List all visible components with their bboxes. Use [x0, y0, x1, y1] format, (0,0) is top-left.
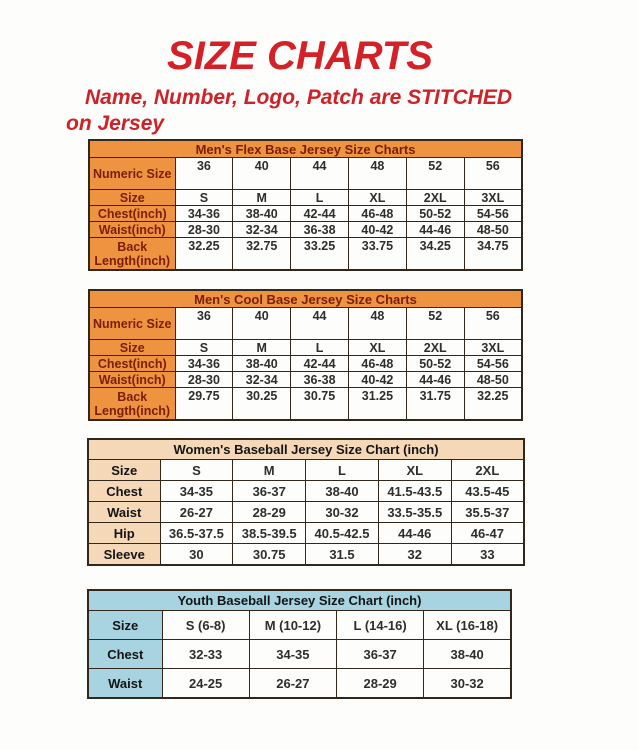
- size-value-cell: XL (16-18): [424, 611, 511, 640]
- row-label: Size: [88, 611, 162, 640]
- size-value-cell: 34.25: [406, 238, 464, 271]
- table-row: [89, 238, 522, 271]
- size-value-cell: 26-27: [249, 669, 336, 699]
- size-value-cell: 31.25: [348, 388, 406, 421]
- size-value-cell: 41.5-43.5: [378, 481, 451, 502]
- size-value-cell: 38-40: [306, 481, 379, 502]
- size-value-cell: S: [160, 460, 233, 481]
- size-value-cell: 28-29: [337, 669, 424, 699]
- table-row: [89, 222, 522, 238]
- row-label: Chest: [88, 640, 162, 669]
- size-value-cell: 44: [291, 158, 349, 190]
- size-value-cell: 33.25: [291, 238, 349, 271]
- size-value-cell: 32-33: [162, 640, 249, 669]
- size-value-cell: 36.5-37.5: [160, 523, 233, 544]
- size-value-cell: 30.75: [233, 544, 306, 566]
- page-title: SIZE CHARTS: [167, 34, 433, 78]
- size-value-cell: 33.75: [348, 238, 406, 271]
- size-value-cell: 44-46: [406, 372, 464, 388]
- size-value-cell: 44: [291, 308, 349, 340]
- table-row: [88, 481, 524, 502]
- size-value-cell: 32.25: [464, 388, 522, 421]
- size-value-cell: L: [291, 340, 349, 356]
- size-value-cell: XL: [348, 190, 406, 206]
- table-row: [89, 158, 522, 190]
- size-value-cell: 35.5-37: [451, 502, 524, 523]
- size-value-cell: 28-30: [175, 372, 233, 388]
- size-value-cell: M: [233, 190, 291, 206]
- size-value-cell: 34.75: [464, 238, 522, 271]
- table-row: [88, 460, 524, 481]
- size-value-cell: 34-36: [175, 206, 233, 222]
- size-value-cell: 3XL: [464, 190, 522, 206]
- row-label: Waist: [88, 669, 162, 699]
- size-value-cell: 42-44: [291, 206, 349, 222]
- table-row: [89, 340, 522, 356]
- row-label: Size: [89, 340, 175, 356]
- size-value-cell: 52: [406, 158, 464, 190]
- size-value-cell: 30: [160, 544, 233, 566]
- size-value-cell: 40: [233, 158, 291, 190]
- table-title: Men's Cool Base Jersey Size Charts: [89, 290, 522, 308]
- size-value-cell: 33: [451, 544, 524, 566]
- size-value-cell: 56: [464, 308, 522, 340]
- size-value-cell: 50-52: [406, 356, 464, 372]
- size-value-cell: L (14-16): [337, 611, 424, 640]
- table-title-row: [89, 140, 522, 158]
- table-row: [88, 523, 524, 544]
- table-title: Women's Baseball Jersey Size Chart (inch): [88, 439, 524, 460]
- size-value-cell: 32-34: [233, 372, 291, 388]
- size-value-cell: 31.75: [406, 388, 464, 421]
- size-value-cell: 36: [175, 308, 233, 340]
- size-value-cell: M: [233, 460, 306, 481]
- size-value-cell: 40-42: [348, 372, 406, 388]
- size-value-cell: S (6-8): [162, 611, 249, 640]
- row-label: Size: [89, 190, 175, 206]
- size-value-cell: S: [175, 340, 233, 356]
- table-title-row: [89, 290, 522, 308]
- size-value-cell: 56: [464, 158, 522, 190]
- size-value-cell: 36-38: [291, 372, 349, 388]
- size-value-cell: 44-46: [406, 222, 464, 238]
- size-value-cell: 48-50: [464, 222, 522, 238]
- mens-flex-base-size-table: [88, 139, 523, 271]
- size-value-cell: 48: [348, 308, 406, 340]
- size-value-cell: 38-40: [424, 640, 511, 669]
- size-value-cell: 34-36: [175, 356, 233, 372]
- size-value-cell: 34-35: [249, 640, 336, 669]
- size-value-cell: 29.75: [175, 388, 233, 421]
- size-value-cell: 48: [348, 158, 406, 190]
- table-row: [88, 544, 524, 566]
- size-value-cell: 44-46: [378, 523, 451, 544]
- table-row: [88, 669, 511, 699]
- size-value-cell: 42-44: [291, 356, 349, 372]
- size-value-cell: 2XL: [406, 190, 464, 206]
- size-value-cell: 30-32: [306, 502, 379, 523]
- size-value-cell: 40-42: [348, 222, 406, 238]
- size-value-cell: 38.5-39.5: [233, 523, 306, 544]
- size-value-cell: XL: [348, 340, 406, 356]
- size-value-cell: 38-40: [233, 356, 291, 372]
- row-label: Waist(inch): [89, 222, 175, 238]
- size-value-cell: 32: [378, 544, 451, 566]
- size-value-cell: 2XL: [406, 340, 464, 356]
- size-value-cell: L: [306, 460, 379, 481]
- table-row: [89, 206, 522, 222]
- size-value-cell: 31.5: [306, 544, 379, 566]
- size-value-cell: 3XL: [464, 340, 522, 356]
- size-value-cell: 24-25: [162, 669, 249, 699]
- size-value-cell: 54-56: [464, 356, 522, 372]
- size-value-cell: 54-56: [464, 206, 522, 222]
- size-value-cell: 36: [175, 158, 233, 190]
- row-label: Numeric Size: [89, 308, 175, 340]
- size-value-cell: 40.5-42.5: [306, 523, 379, 544]
- youth-baseball-size-table: [87, 589, 512, 699]
- size-value-cell: 48-50: [464, 372, 522, 388]
- table-title: Men's Flex Base Jersey Size Charts: [89, 140, 522, 158]
- table-row: [88, 502, 524, 523]
- table-row: [89, 388, 522, 421]
- row-label: Back Length(inch): [89, 388, 175, 421]
- size-value-cell: 33.5-35.5: [378, 502, 451, 523]
- subtitle-line-1: Name, Number, Logo, Patch are STITCHED: [85, 86, 513, 109]
- size-value-cell: 30.75: [291, 388, 349, 421]
- size-value-cell: 2XL: [451, 460, 524, 481]
- womens-baseball-size-table: [87, 438, 525, 566]
- row-label: Chest: [88, 481, 160, 502]
- table-title-row: [88, 590, 511, 611]
- row-label: Numeric Size: [89, 158, 175, 190]
- size-value-cell: 30.25: [233, 388, 291, 421]
- size-value-cell: 46-47: [451, 523, 524, 544]
- row-label: Chest(inch): [89, 356, 175, 372]
- table-row: [89, 190, 522, 206]
- row-label: Waist(inch): [89, 372, 175, 388]
- table-title-row: [88, 439, 524, 460]
- size-value-cell: 36-38: [291, 222, 349, 238]
- size-value-cell: 46-48: [348, 356, 406, 372]
- row-label: Sleeve: [88, 544, 160, 566]
- table-row: [89, 308, 522, 340]
- size-value-cell: 36-37: [233, 481, 306, 502]
- size-value-cell: 26-27: [160, 502, 233, 523]
- size-value-cell: XL: [378, 460, 451, 481]
- row-label: Back Length(inch): [89, 238, 175, 271]
- size-value-cell: 32.75: [233, 238, 291, 271]
- size-value-cell: 38-40: [233, 206, 291, 222]
- table-row: [88, 640, 511, 669]
- size-value-cell: 36-37: [337, 640, 424, 669]
- row-label: Hip: [88, 523, 160, 544]
- table-row: [88, 611, 511, 640]
- size-value-cell: 34-35: [160, 481, 233, 502]
- size-value-cell: S: [175, 190, 233, 206]
- table-title: Youth Baseball Jersey Size Chart (inch): [88, 590, 511, 611]
- size-value-cell: 52: [406, 308, 464, 340]
- size-value-cell: 28-29: [233, 502, 306, 523]
- row-label: Waist: [88, 502, 160, 523]
- row-label: Size: [88, 460, 160, 481]
- size-value-cell: 32.25: [175, 238, 233, 271]
- table-row: [89, 356, 522, 372]
- subtitle-line-2: on Jersey: [66, 112, 165, 135]
- table-row: [89, 372, 522, 388]
- size-value-cell: 32-34: [233, 222, 291, 238]
- size-value-cell: 30-32: [424, 669, 511, 699]
- size-value-cell: M: [233, 340, 291, 356]
- size-value-cell: 50-52: [406, 206, 464, 222]
- size-value-cell: 46-48: [348, 206, 406, 222]
- size-value-cell: L: [291, 190, 349, 206]
- size-value-cell: 28-30: [175, 222, 233, 238]
- row-label: Chest(inch): [89, 206, 175, 222]
- size-value-cell: 40: [233, 308, 291, 340]
- size-value-cell: 43.5-45: [451, 481, 524, 502]
- mens-cool-base-size-table: [88, 289, 523, 421]
- size-value-cell: M (10-12): [249, 611, 336, 640]
